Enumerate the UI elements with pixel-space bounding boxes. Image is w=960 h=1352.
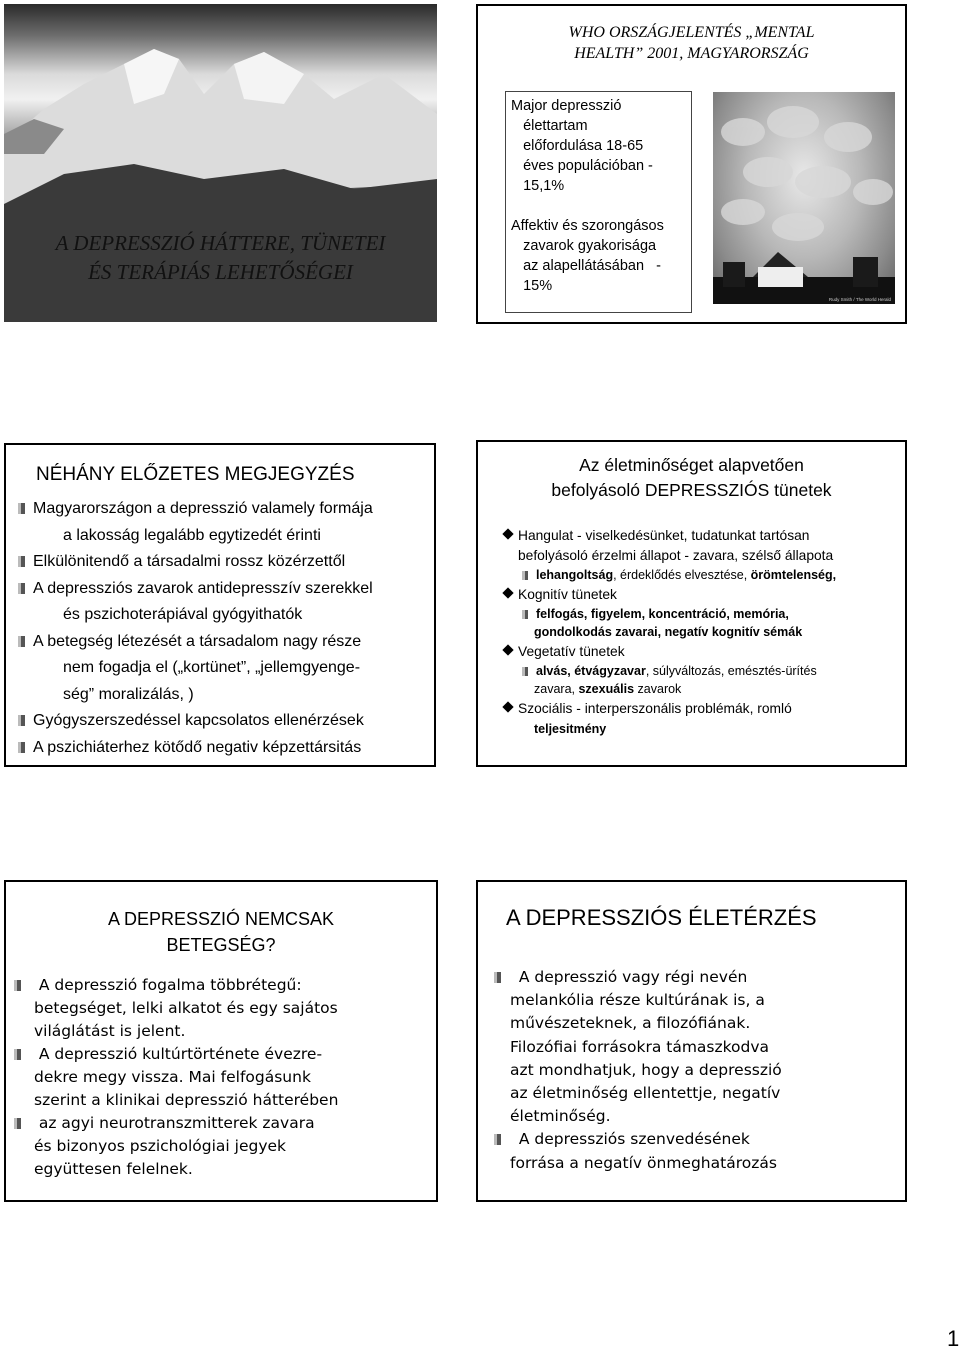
sub-item: alvás, étvágyzavar, súlyváltozás, emésztés-ürítés: [502, 662, 902, 681]
list-item-continuation: a lakosság legalább egytizedét érinti: [63, 526, 321, 544]
slide-depressive-symptoms: [476, 440, 907, 767]
paragraph-line: és bizonyos pszichológiai jegyek: [34, 1137, 287, 1155]
paragraph-line: az életminőség ellentettje, negatív: [510, 1084, 781, 1103]
paragraph-line: melankólia része kultúrának is, a: [510, 991, 765, 1010]
slide-title: A DEPRESSZIÓ NEMCSAK BETEGSÉG?: [107, 909, 335, 955]
paragraph-line: világlátást is jelent.: [34, 1022, 186, 1040]
diamond-bullet-icon: [502, 701, 513, 712]
bullet-icon: [18, 715, 25, 726]
list-item: Kognitív tünetek: [502, 585, 902, 605]
list-item: Vegetatív tünetek: [502, 642, 902, 662]
bullet-icon: [494, 972, 501, 983]
paragraph-line: művészeteknek, a filozófiának.: [510, 1014, 751, 1033]
paragraph: A depresszió fogalma többrétegű:: [34, 974, 434, 997]
slide-depressive-feeling: [476, 880, 907, 1202]
bullet-icon: [522, 571, 528, 580]
bullet-icon: [494, 1134, 501, 1145]
paragraph-line: életminőség.: [510, 1107, 611, 1126]
presentation-title: A DEPRESSZIÓ HÁTTERE, TÜNETEI ÉS TERÁPIÁS LEHETŐSÉGEI: [55, 231, 386, 284]
slide-title: NÉHÁNY ELŐZETES MEGJEGYZÉS: [36, 464, 355, 485]
list-item: A depressziós zavarok antidepresszív szerekkel: [18, 576, 436, 603]
paragraph-line: betegséget, lelki alkatot és egy sajátos: [34, 999, 338, 1017]
paragraph-line: együttesen felelnek.: [34, 1160, 193, 1178]
sub-item: lehangoltság, érdeklődés elvesztése, örömtelenség,: [502, 566, 902, 585]
list-item-continuation: ség” moralizálás, ): [63, 685, 194, 703]
page-number: 1: [947, 1326, 960, 1351]
statistics-box: Major depresszió élettartam előfordulása 18-65 éves populációban - 15,1% Affektiv és szorongásos zavarok gyakorisága az alapellátásában - 15%: [505, 91, 692, 313]
slide-body: [510, 966, 900, 1175]
list-item: Magyarországon a depresszió valamely formája: [18, 496, 436, 523]
list-item-continuation: befolyásoló érzelmi állapot - zavara, szélső állapota: [518, 548, 834, 563]
list-item-continuation: és pszichoterápiával gyógyithatók: [63, 606, 303, 623]
photo-credit: Rudy Smith / The World Herald: [828, 297, 891, 302]
list-item-continuation: nem fogadja el („kortünet”, „jellemgyenge-: [63, 659, 361, 676]
cloud-photo: [713, 92, 895, 304]
paragraph: az agyi neurotranszmitterek zavara: [34, 1112, 434, 1135]
slide-title: A DEPRESSZIÓS ÉLETÉRZÉS: [506, 905, 817, 930]
paragraph: A depresszió vagy régi nevén: [510, 966, 900, 989]
paragraph-line: forrása a negatív önmeghatározás: [510, 1153, 777, 1172]
sub-item-continuation: gondolkodás zavarai, negatív kognitív sémák: [534, 625, 803, 639]
slide-preliminary-notes: [4, 443, 436, 767]
bullet-icon: [522, 667, 528, 676]
sub-item-continuation: zavara, szexuális zavarok: [534, 682, 682, 696]
list-item: Szociális - interperszonális problémák, romló: [502, 699, 902, 719]
list-item: A pszichiáterhez kötődő negativ képzettársitás: [18, 735, 436, 762]
list-item: A betegség létezését a társadalom nagy része: [18, 629, 436, 656]
bullet-icon: [522, 610, 528, 619]
notes-list: [18, 496, 436, 761]
paragraph-line: Filozófiai forrásokra támaszkodva: [510, 1037, 770, 1056]
diamond-bullet-icon: [502, 528, 513, 539]
bullet-icon: [18, 742, 25, 753]
paragraph-line: dekre megy vissza. Mai felfogásunk: [34, 1068, 311, 1086]
bullet-icon: [14, 980, 21, 991]
paragraph: A depressziós szenvedésének: [510, 1128, 900, 1151]
diamond-bullet-icon: [502, 644, 513, 655]
list-item: Elkülönitendő a társadalmi rossz közérzettől: [18, 549, 436, 576]
bullet-icon: [18, 583, 25, 594]
list-item: Hangulat - viselkedésünket, tudatunkat tartósan: [502, 526, 902, 546]
bullet-icon: [18, 503, 25, 514]
slide-heading: WHO ORSZÁGJELENTÉS „MENTAL HEALTH” 2001, MAGYARORSZÁG: [568, 24, 815, 62]
slide-who-report: [476, 4, 907, 324]
diamond-bullet-icon: [502, 587, 513, 598]
bullet-icon: [14, 1049, 21, 1060]
list-item: Gyógyszerszedéssel kapcsolatos ellenérzések: [18, 708, 436, 735]
slide-not-only-illness: [4, 880, 438, 1202]
slide-title-mountain: [4, 4, 437, 322]
paragraph: A depresszió kultúrtörténete évezre-: [34, 1043, 434, 1066]
bullet-icon: [18, 556, 25, 567]
paragraph-line: szerint a klinikai depresszió hátterében: [34, 1091, 339, 1109]
symptom-list: [502, 526, 902, 739]
bullet-icon: [18, 636, 25, 647]
sub-item: felfogás, figyelem, koncentráció, memória,: [502, 605, 902, 624]
paragraph-line: azt mondhatjuk, hogy a depresszió: [510, 1060, 782, 1079]
bullet-icon: [14, 1118, 21, 1129]
list-item-continuation: teljesitmény: [534, 721, 607, 736]
slide-title: Az életminőséget alapvetően befolyásoló DEPRESSZIÓS tünetek: [551, 455, 832, 500]
slide-body: [29, 974, 434, 1181]
